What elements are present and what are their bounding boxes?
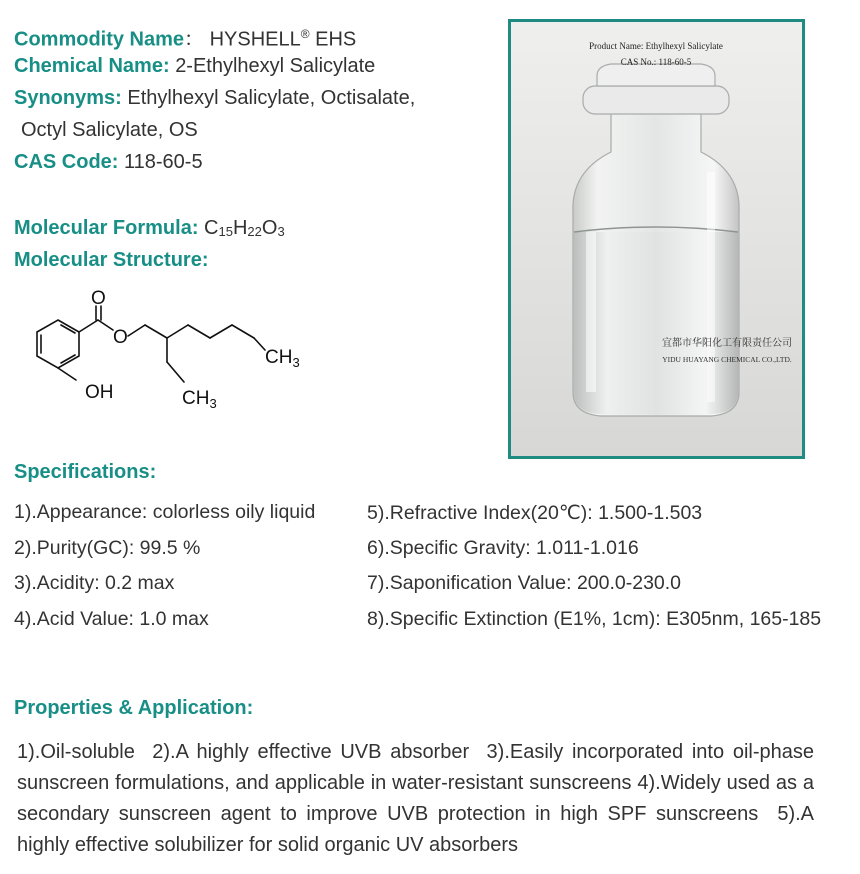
- formula-value: [204, 217, 285, 239]
- formula-label: Molecular Formula:: [14, 217, 199, 239]
- properties-text: 1).Oil-soluble 2).A highly effective UVB absorber 3).Easily incorporated into oil-phase sunscreen formulations, and applicable in water-resistant sunscreens 4).Widely used as a secondary sunscreen agent to improve UVB protection in high SPF sunscreens 5).A highly effective solubilizer for solid organic UV absorbers: [17, 741, 820, 856]
- spec-item: 3).Acidity: 0.2 max: [14, 572, 175, 594]
- formula-o-count: 3: [277, 224, 285, 239]
- spec-item: 8).Specific Extinction (E1%, 1cm): E305nm, 165-185: [367, 608, 822, 630]
- bond-ring-carbonyl: [79, 320, 98, 332]
- bond-chain-ch3: [254, 338, 265, 350]
- bond-carbonyl-ester: [98, 320, 113, 330]
- spec-item: 5).Refractive Index(20℃): 1.500-1.503: [367, 502, 703, 524]
- commodity-separator: ：: [184, 28, 205, 51]
- photo-company-en: YIDU HUAYANG CHEMICAL CO.,LTD.: [662, 355, 792, 364]
- group-oh: OH: [85, 382, 114, 403]
- bond-ring-oh: [58, 368, 76, 380]
- formula-c-count: 15: [218, 224, 233, 239]
- photo-label-product: Product Name: Ethylhexyl Salicylate: [589, 41, 723, 51]
- bond-chain-4: [232, 325, 254, 338]
- spec-item: 7).Saponification Value: 200.0-230.0: [367, 572, 682, 594]
- structure-heading: Molecular Structure:: [14, 249, 209, 271]
- spec-item: 4).Acid Value: 1.0 max: [14, 608, 209, 630]
- info-line-synonyms: [14, 82, 415, 114]
- formula-h-count: 22: [247, 224, 262, 239]
- benzene-ring: [37, 320, 79, 368]
- bond-ch2-ch: [145, 325, 167, 338]
- formula-o: O: [261, 217, 278, 239]
- info-line-formula: [14, 212, 285, 248]
- formula-h: H: [232, 217, 248, 239]
- synonyms-label: Synonyms:: [14, 87, 122, 109]
- cas-value: 118-60-5: [124, 151, 203, 173]
- spec-item: 6).Specific Gravity: 1.011-1.016: [367, 537, 639, 559]
- synonyms-value-line1: Ethylhexyl Salicylate, Octisalate,: [127, 87, 416, 109]
- group-ch3-chain: $CH_3$: [265, 347, 300, 370]
- bond-ester-ch2: [128, 325, 145, 336]
- chemical-value: 2-Ethylhexyl Salicylate: [175, 55, 376, 77]
- spec-item: 2).Purity(GC): 99.5 %: [14, 537, 201, 559]
- molecular-structure-diagram: [10, 290, 310, 415]
- bond-chain-2: [188, 325, 210, 338]
- synonyms-value-line2: Octyl Salicylate, OS: [21, 119, 198, 141]
- commodity-suffix: EHS: [309, 28, 357, 51]
- specifications-heading: Specifications:: [14, 461, 157, 483]
- cas-label: CAS Code:: [14, 151, 119, 173]
- commodity-label: Commodity Name: [14, 28, 185, 51]
- commodity-value: HYSHELL: [209, 28, 301, 51]
- info-line-chemical: [14, 50, 375, 82]
- atom-o-ester: O: [113, 327, 128, 348]
- atom-o-carbonyl: O: [91, 290, 106, 309]
- chemical-label: Chemical Name:: [14, 55, 170, 77]
- formula-c: C: [204, 217, 219, 239]
- photo-company-cn: 宜都市华阳化工有限责任公司: [662, 338, 792, 349]
- group-ch3-ethyl: $CH_3$: [182, 388, 217, 411]
- bond-chain-1: [167, 325, 188, 338]
- registered-mark: ®: [300, 27, 310, 41]
- photo-label-cas: CAS No.: 118-60-5: [620, 57, 692, 67]
- properties-heading: Properties & Application:: [14, 697, 254, 719]
- bond-ethyl-2: [167, 362, 184, 382]
- product-photo: [508, 19, 805, 459]
- bottle-illustration: [511, 22, 802, 456]
- spec-item: 1).Appearance: colorless oily liquid: [14, 501, 316, 523]
- info-line-cas: [14, 146, 203, 178]
- bond-chain-3: [210, 325, 232, 338]
